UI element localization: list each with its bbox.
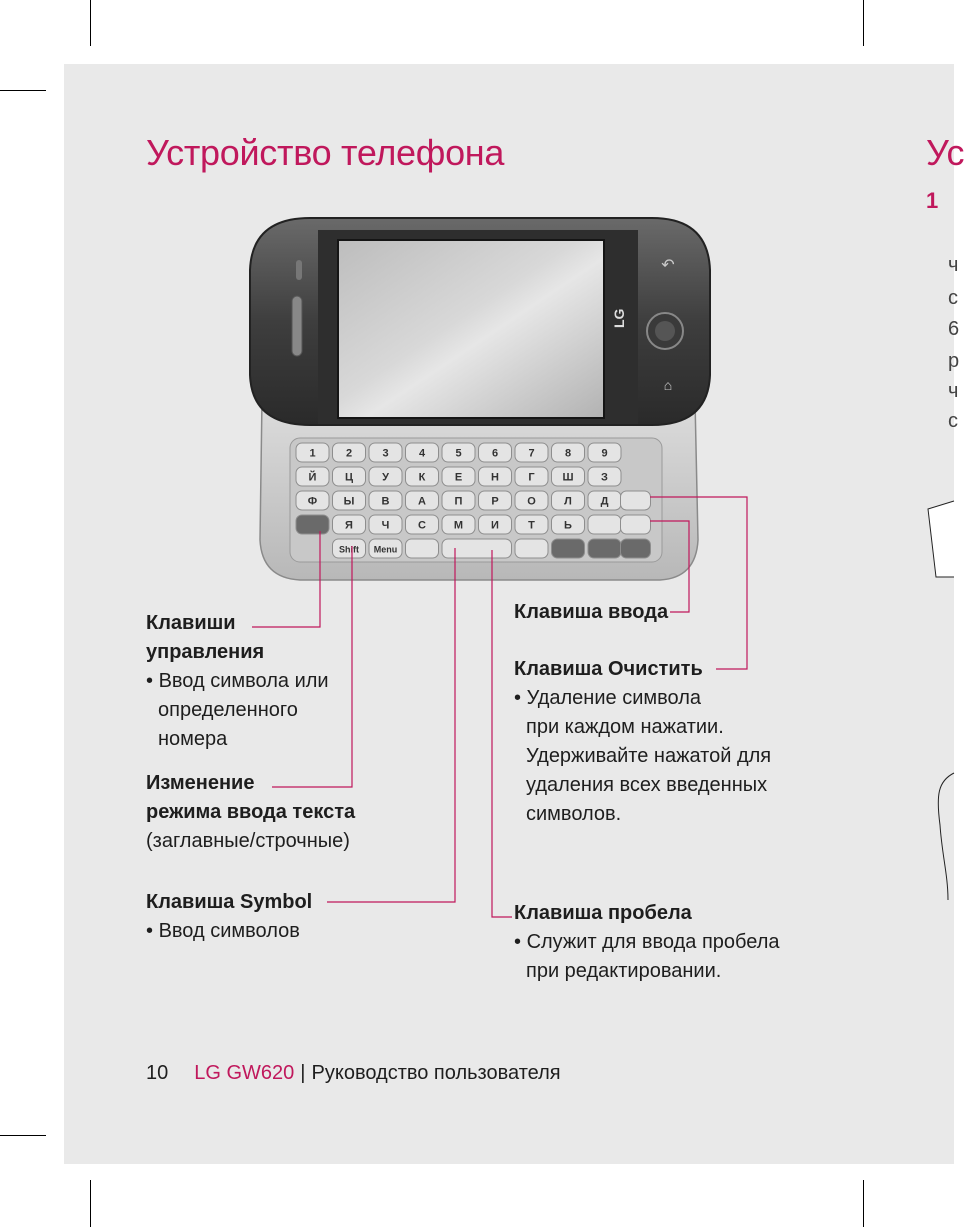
next-page-fragment: с	[948, 287, 958, 309]
leader-clear-key	[650, 497, 747, 669]
next-page-title: Ус	[926, 132, 964, 173]
next-page-fragment: 6	[948, 318, 960, 340]
letter-key-label: С	[418, 519, 426, 532]
letter-key-label: Ы	[343, 495, 355, 508]
number-key-label: 7	[528, 447, 535, 460]
letter-key-label: Я	[345, 519, 353, 532]
letter-key-label: Ц	[344, 471, 354, 484]
number-key-label: 8	[564, 447, 572, 460]
page-number: 10	[146, 1062, 169, 1084]
footer-guide-title: Руководство пользователя	[311, 1062, 561, 1084]
next-page-fragment: ч	[948, 254, 959, 276]
letter-key-label: Ь	[564, 519, 572, 532]
number-key-label: 2	[345, 447, 353, 460]
letter-key-label: П	[454, 495, 463, 508]
number-key-label: 5	[455, 447, 462, 460]
letter-key-label: Д	[600, 495, 609, 508]
letter-key-label: И	[491, 519, 499, 532]
letter-key-label: Т	[528, 519, 535, 532]
mode-change-label: Изменение режима ввода текста (заглавные/строчные)	[146, 772, 356, 852]
number-key-label: 1	[309, 447, 316, 460]
letter-key-label: Ч	[381, 519, 390, 532]
letter-key-label: А	[418, 495, 426, 508]
next-page-fragment: р	[948, 350, 960, 372]
footer-model: LG GW620	[194, 1062, 295, 1084]
page-footer	[146, 1062, 561, 1085]
letter-key-label: З	[601, 471, 608, 484]
next-page-fragment: ч	[948, 380, 959, 402]
letter-key-label: Е	[454, 471, 463, 484]
next-page-number: 1	[926, 188, 939, 213]
letter-key-label: Г	[528, 471, 535, 484]
home-icon: ⌂	[663, 377, 673, 393]
letter-key-label: В	[381, 495, 390, 508]
leader-space-key	[492, 550, 512, 917]
number-key-label: 6	[491, 447, 499, 460]
letter-key-label: Ф	[307, 495, 318, 508]
letter-key-label: О	[527, 495, 536, 508]
space-key-label: Клавиша пробела • Служит для ввода пробела при редактировании.	[514, 899, 780, 986]
letter-key-label: Й	[308, 471, 317, 484]
shift-key-label: Shift	[339, 544, 359, 555]
control-keys-label: Клавиши управления • Ввод символа или определенного номера	[146, 609, 329, 754]
letter-key-label: Р	[491, 495, 499, 508]
letter-key-label: У	[382, 471, 389, 484]
letter-key-label: Н	[491, 471, 499, 484]
letter-key-label: Ш	[562, 471, 574, 484]
symbol-key-label: Клавиша Symbol • Ввод символов	[146, 888, 312, 946]
letter-key-label: М	[453, 519, 464, 532]
number-key-label: 4	[418, 447, 426, 460]
enter-key-label: Клавиша ввода	[514, 601, 669, 623]
brand-logo: LG	[611, 308, 627, 328]
page-title: Устройство телефона	[146, 132, 505, 173]
back-icon: ↶	[661, 257, 675, 274]
clear-key-label: Клавиша Очистить • Удаление символа при каждом нажатии. Удерживайте нажатой для удаления всех введенных символов.	[514, 655, 771, 829]
letter-key-label: К	[418, 471, 426, 484]
number-key-label: 9	[601, 447, 608, 460]
menu-key-label: Menu	[373, 544, 398, 555]
next-page-fragment: с	[948, 410, 958, 432]
number-key-label: 3	[382, 447, 389, 460]
footer-separator: |	[300, 1062, 306, 1084]
letter-key-label: Л	[564, 495, 572, 508]
